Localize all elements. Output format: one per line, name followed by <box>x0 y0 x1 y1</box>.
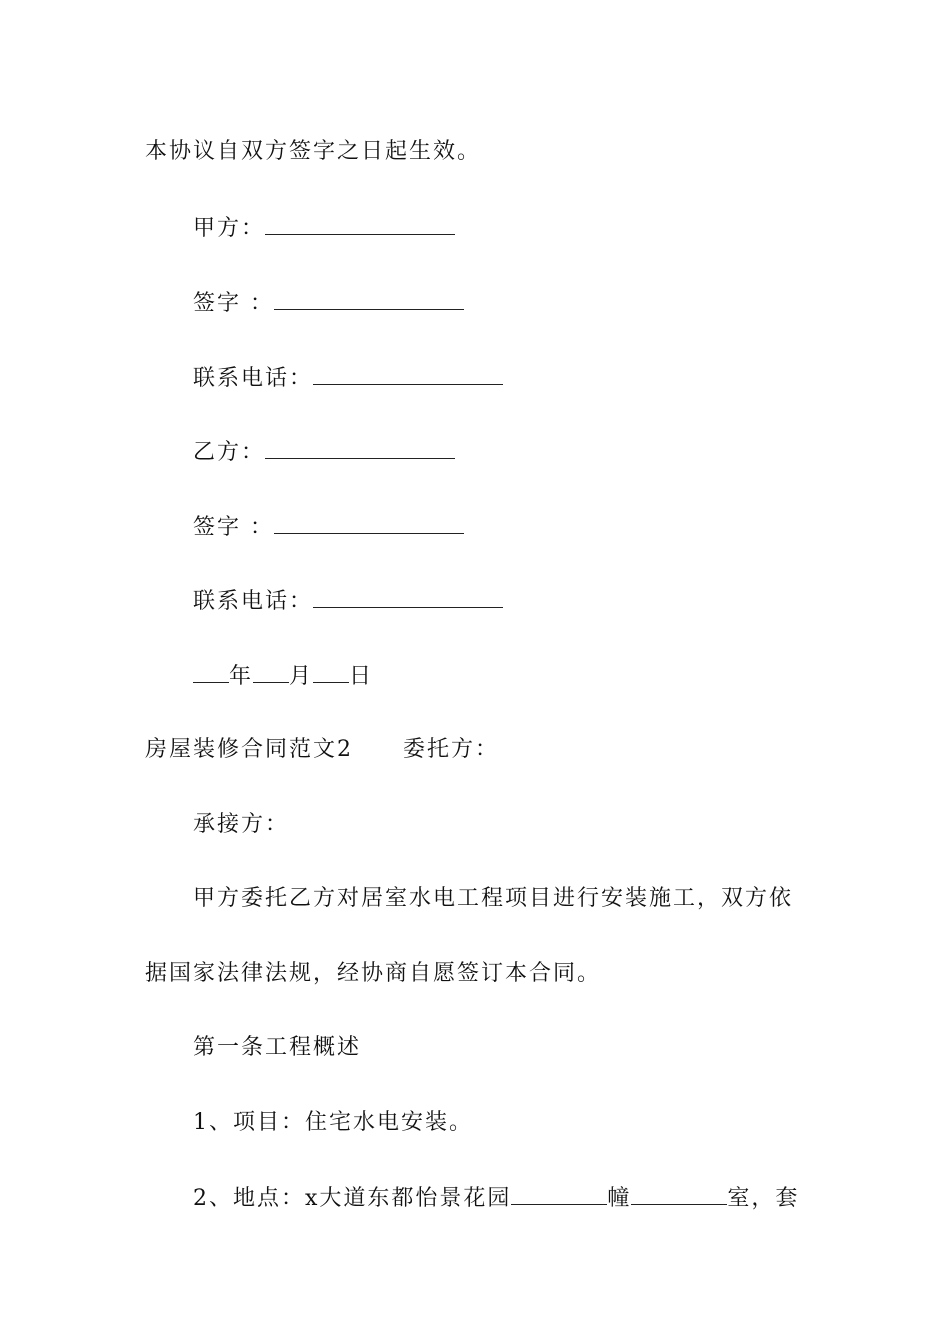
year-blank <box>193 660 229 683</box>
year-label: 年 <box>229 664 254 689</box>
party-a-row <box>193 212 455 244</box>
party-a-label: 甲方： <box>193 216 266 241</box>
month-blank <box>253 660 289 683</box>
item-2-prefix: 2、地点：x大道东都怡景花园 <box>193 1186 512 1211</box>
sign-label-a: 签字 ： <box>193 291 274 316</box>
phone-row-a <box>193 362 503 394</box>
item-1: 1、项目：住宅水电安装。 <box>193 1110 473 1135</box>
sign-row-a <box>193 287 464 319</box>
item-2-building-label: 幢 <box>607 1186 632 1211</box>
sign-row-b <box>193 511 464 543</box>
article-1-heading: 第一条工程概述 <box>193 1035 362 1060</box>
party-a-blank <box>265 212 455 235</box>
contractor-label: 承接方： <box>193 812 290 837</box>
party-b-row <box>193 436 455 468</box>
phone-blank-b <box>313 585 503 608</box>
day-label: 日 <box>349 664 374 689</box>
item-2-row <box>193 1182 799 1214</box>
effective-clause: 本协议自双方签字之日起生效。 <box>145 139 482 164</box>
title-row <box>145 735 499 765</box>
day-blank <box>313 660 349 683</box>
sign-label-b: 签字 ： <box>193 515 274 540</box>
party-b-blank <box>265 436 455 459</box>
paragraph-1-line-1: 甲方委托乙方对居室水电工程项目进行安装施工，双方依 <box>193 886 794 911</box>
item-2-suffix: 室，套 <box>727 1186 800 1211</box>
sign-blank-a <box>274 287 464 310</box>
phone-label-b: 联系电话： <box>193 589 314 614</box>
room-blank <box>631 1182 727 1205</box>
phone-blank-a <box>313 362 503 385</box>
month-label: 月 <box>289 664 314 689</box>
building-blank <box>511 1182 607 1205</box>
document-title: 房屋装修合同范文2 <box>145 737 353 762</box>
date-row <box>193 660 373 692</box>
sign-blank-b <box>274 511 464 534</box>
party-b-label: 乙方： <box>193 440 266 465</box>
client-label: 委托方： <box>403 737 500 762</box>
phone-row-b <box>193 585 503 617</box>
phone-label-a: 联系电话： <box>193 366 314 391</box>
paragraph-1-line-2: 据国家法律法规，经协商自愿签订本合同。 <box>145 961 602 986</box>
